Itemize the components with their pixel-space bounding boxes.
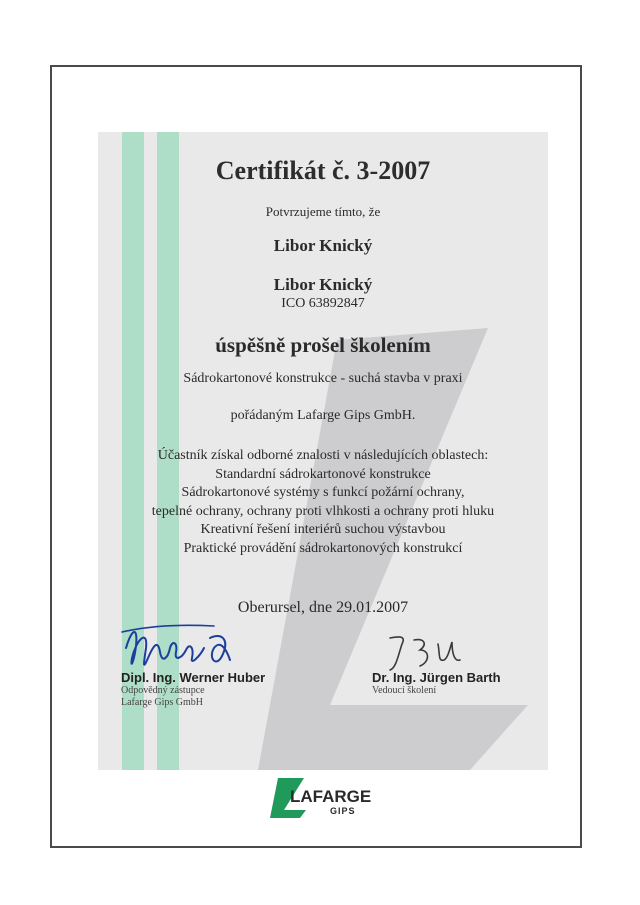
signatory-left-name: Dipl. Ing. Werner Huber xyxy=(121,670,266,685)
area-item: Praktické provádění sádrokartonových konstrukcí xyxy=(183,540,463,556)
signatory-left-company: Lafarge Gips GmbH xyxy=(121,697,204,708)
area-item: Sádrokartonové systémy s funkcí požární ochrany, xyxy=(181,485,465,500)
area-item: tepelné ochrany, ochrany proti vlhkosti a ochrany proti hluku xyxy=(151,503,495,519)
holder-name: Libor Knický xyxy=(273,236,373,255)
areas-block xyxy=(98,447,548,558)
logo-subtitle: GIPS xyxy=(330,806,356,816)
signatory-right-name: Dr. Ing. Jürgen Barth xyxy=(372,670,501,685)
area-item: Kreativní řešení interiérů suchou výstavbou xyxy=(200,522,446,537)
certificate-title: Certifikát č. 3-2007 xyxy=(215,156,431,185)
course-title: Sádrokartonové konstrukce - suchá stavba v praxi xyxy=(183,371,463,386)
certificate-intro: Potvrzujeme tímto, že xyxy=(265,204,381,219)
areas-heading: Účastník získal odborné znalosti v následujících oblastech: xyxy=(157,448,489,463)
company-ico: ICO 63892847 xyxy=(281,296,365,311)
area-item: Standardní sádrokartonové konstrukce xyxy=(215,466,431,482)
signature-huber xyxy=(118,618,248,678)
signatory-right xyxy=(372,670,501,697)
passed-statement: úspěšně prošel školením xyxy=(215,333,431,357)
organizer: pořádaným Lafarge Gips GmbH. xyxy=(230,408,416,423)
company-name: Libor Knický xyxy=(273,275,373,294)
signatory-left-role: Odpovědný zástupce xyxy=(121,685,205,696)
signatory-right-role: Vedoucí školení xyxy=(372,685,437,696)
logo-wordmark: LAFARGE xyxy=(290,787,372,806)
place-date: Oberursel, dne 29.01.2007 xyxy=(237,599,409,616)
signatory-left xyxy=(121,670,265,709)
